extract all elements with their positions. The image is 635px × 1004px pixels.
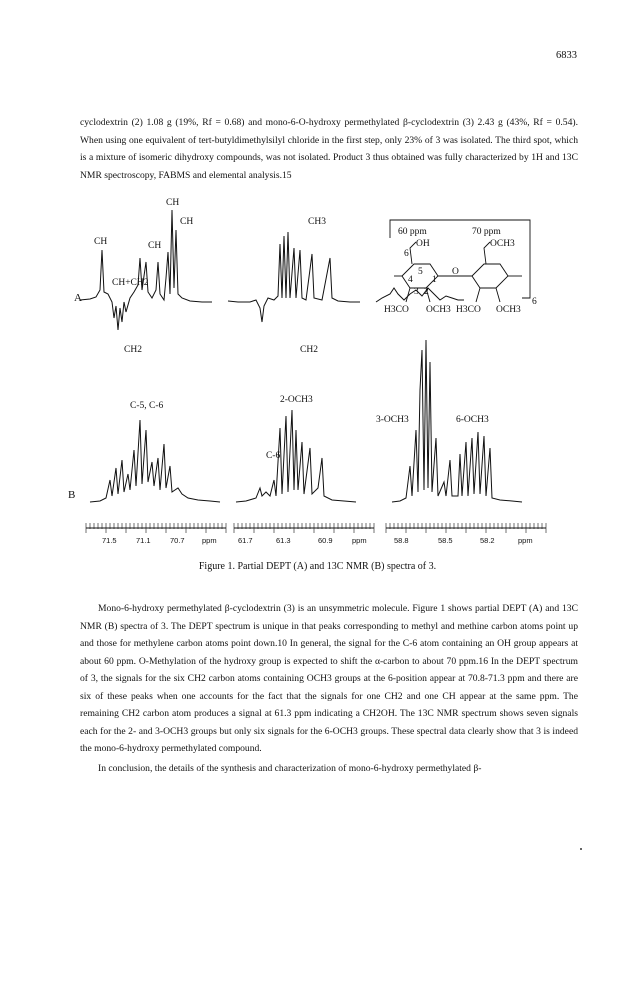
structure-six: 6 [532, 297, 537, 307]
main-paragraph: Mono-6-hydroxy permethylated β-cyclodextrin (3) is an unsymmetric molecule. Figure 1 shows partial DEPT (A) and 13C NMR (B) spectra of 3. The DEPT spectrum is unique in that peaks corresponding to methyl and methine carbon atoms point up and those for methylene carbon atoms point down.10 In general, the signal for the C-6 atom containing an OH group appears at about 60 ppm. O-Methylation of the hydroxy group is expected to shift the α-carbon to about 70 ppm.16 In the DEPT spectrum of 3, the signals for the six CH2 carbon atoms containing OCH3 groups at the 6-position appear at 70.8-71.3 ppm and there are six of these peaks when one accounts for the fact that the signals for one CH2 and one CH appear at the same ppm. The remaining CH2 carbon atom produces a signal at 61.3 ppm indicating a CH2OH. The 13C NMR spectrum shows seven signals each for the 2- and 3-OCH3 groups but only six signals for the 6-OCH3 groups. These spectral data clearly show that 3 is indeed the mono-6-hydroxy permethylated compound. [80, 603, 578, 754]
structure-och3-right: OCH3 [496, 305, 521, 315]
tick-label-g2-3: 60.9 [318, 536, 333, 545]
tick-label-g1-4: ppm [202, 536, 217, 545]
tick-label-g1-3: 70.7 [170, 536, 185, 545]
tick-label-g3-1: 58.8 [394, 536, 409, 545]
conclusion-paragraph: In conclusion, the details of the synthesis and characterization of mono-6-hydroxy permethylated β- [98, 763, 482, 774]
structure-oxygen: O [452, 267, 459, 277]
peak-label-c5-c6: C-5, C-6 [130, 401, 164, 411]
structure-c4: 4 [408, 275, 413, 285]
tick-label-g3-3: 58.2 [480, 536, 495, 545]
peak-label-ch2-left: CH2 [124, 345, 142, 355]
nmr-spectra-figure [60, 190, 570, 555]
page-number: 6833 [556, 50, 577, 61]
structure-h3co-left: H3CO [384, 305, 409, 315]
tick-label-g2-4: ppm [352, 536, 367, 545]
structure-c1: 1 [432, 275, 437, 285]
peak-label-ch2-mid: CH2 [300, 345, 318, 355]
intro-paragraph: cyclodextrin (2) 1.08 g (19%, Rf = 0.68) and mono-6-O-hydroxy permethylated β-cyclodextrin (3) 2.43 g (43%, Rf = 0.54). When using one equivalent of tert-butyldimethylsilyl chloride in the first step, only 23% of 3 was isolated. The third spot, which is a mixture of isomeric dihydroxy compounds, was not isolated. Product 3 thus obtained was fully characterized by 1H and 13C NMR spectroscopy, FABMS and elemental analysis.15 [80, 117, 578, 181]
peak-label-ch3: CH3 [308, 217, 326, 227]
peak-label-ch-top: CH [166, 198, 180, 208]
structure-c5: 5 [418, 267, 423, 277]
panel-a-label: A [74, 292, 82, 304]
peak-label-ch-mid: CH [148, 241, 162, 251]
tick-label-g1-1: 71.5 [102, 536, 117, 545]
peak-label-c6: C-6 [266, 451, 281, 461]
tick-label-g2-1: 61.7 [238, 536, 253, 545]
peak-label-ch-left: CH [94, 237, 108, 247]
structure-c2: 2 [424, 287, 429, 297]
structure-c6: 6 [404, 249, 409, 259]
tick-label-g3-4: ppm [518, 536, 533, 545]
scan-speck [580, 848, 582, 850]
tick-label-g2-2: 61.3 [276, 536, 291, 545]
structure-70ppm: 70 ppm [472, 227, 501, 237]
peak-label-ch-top-right: CH [180, 217, 194, 227]
tick-label-g1-2: 71.1 [136, 536, 151, 545]
structure-60ppm: 60 ppm [398, 227, 427, 237]
peak-label-ch-ch2: CH+CH2 [112, 278, 149, 288]
figure-caption: Figure 1. Partial DEPT (A) and 13C NMR (B) spectra of 3. [198, 561, 437, 572]
structure-och3-mid: OCH3 [426, 305, 451, 315]
structure-h3co-mid: H3CO [456, 305, 481, 315]
structure-och3-top: OCH3 [490, 239, 515, 249]
structure-c3: 3 [414, 287, 419, 297]
structure-oh: OH [416, 239, 430, 249]
tick-label-g3-2: 58.5 [438, 536, 453, 545]
peak-label-3-och3: 3-OCH3 [376, 415, 409, 425]
peak-label-2-och3: 2-OCH3 [280, 395, 313, 405]
panel-b-label: B [68, 489, 76, 501]
peak-label-6-och3: 6-OCH3 [456, 415, 489, 425]
